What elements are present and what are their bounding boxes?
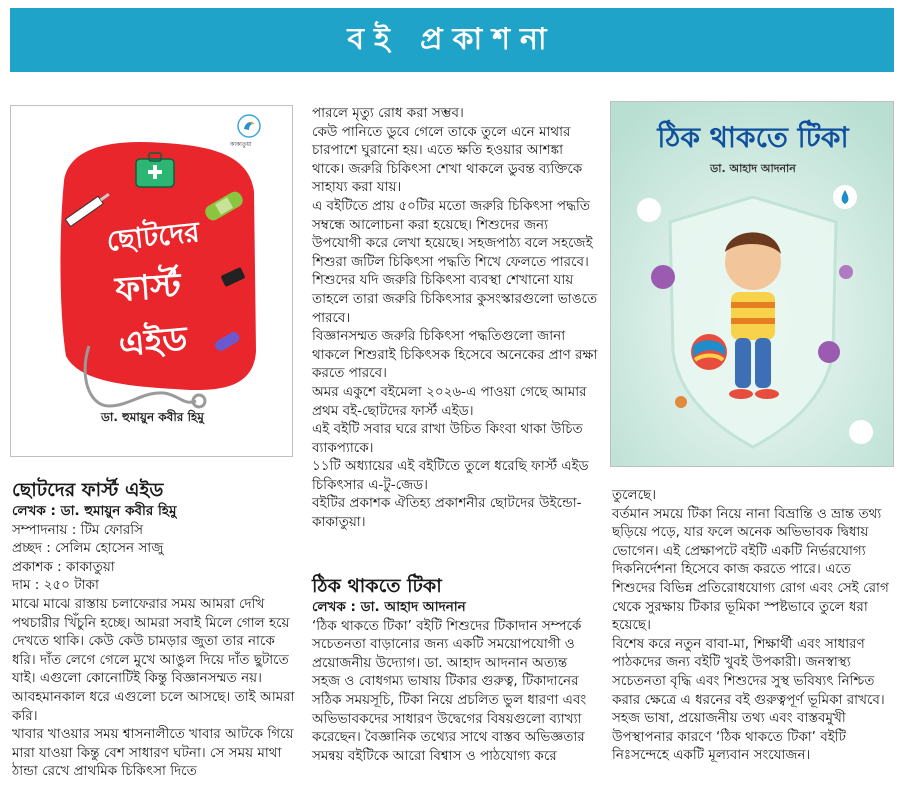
book2-info-column — [312, 574, 598, 765]
book1-continued-column — [312, 104, 598, 532]
section-banner — [10, 8, 894, 72]
book1-paragraph: খাবার খাওয়ার সময় শ্বাসনালীতে খাবার আটকে গিয়ে মারা যাওয়া কিন্তু বেশ সাধারণ ঘটনা। সে সময় মাথা ঠান্ডা রেখে প্রাথমিক চিকিৎসা দিতে — [12, 726, 294, 780]
book2-paragraph: তুলেছে। — [612, 487, 657, 503]
book2-paragraph: বিশেষ করে নতুন বাবা-মা, শিক্ষার্থী এবং সাধারণ পাঠকদের জন্য বইটি খুবই উপকারী। জনস্বাস্থ্য সচেতনতা বৃদ্ধি এবং শিশুদের সুস্থ ভবিষ্যৎ নিশ্চিত করার ক্ষেত্রে এ ধরনের বই গুরুত্বপূর্ণ ভূমিকা রাখবে। সহজ ভাষা, প্রয়োজনীয় তথ্য এবং বাস্তবমুখী উপস্থাপনার কারণে ‘ঠিক থাকতে টিকা’ বইটি নিঃসন্দেহে একটি মূল্যবান সংযোজন। — [612, 635, 885, 764]
book1-paragraph: এ বইটিতে প্রায় ৫০টির মতো জরুরি চিকিৎসা পদ্ধতি সম্বন্ধে আলোচনা করা হয়েছে। শিশুদের জন্য উপযোগী করে লেখা হয়েছে। সহজপাঠ্য বলে সহজেই শিশুরা জটিল চিকিৎসা পদ্ধতি শিখে ফেলতে পারবে। শিশুদের যদি জরুরি চিকিৎসা ব্যবস্থা শেখানো যায় তাহলে তারা জরুরি চিকিৎসার কুসংস্কারগুলো ভাঙতে পারবে। — [312, 197, 598, 326]
book2-paragraph: ‘ঠিক থাকতে টিকা’ বইটি শিশুদের টিকাদান সম্পর্কে সচেতনতা বাড়ানোর জন্য একটি সময়োপযোগী ও প্রয়োজনীয় উদ্যোগ। ডা. আহাদ আদনান অত্যন্ত সহজ ও বোধগম্য ভাষায় টিকার গুরুত্ব, টিকাদানের সঠিক সময়সূচি, টিকা নিয়ে প্রচলিত ভুল ধারণা এবং অভিভাবকদের সাধারণ উদ্বেগের বিষয়গুলো ব্যাখ্যা করেছেন। বৈজ্ঞানিক তথ্যের সাথে বাস্তব অভিজ্ঞতার সমন্বয় বইটিকে আরো বিশ্বাস ও পাঠযোগ্য করে — [312, 617, 587, 764]
book2-cover-title: ঠিক থাকতে টিকা — [657, 121, 849, 154]
book1-paragraph: বইটির প্রকাশক ঐতিহ্য প্রকাশনীর ছোটদের উইন্ডো-কাকাতুয়া। — [312, 495, 582, 531]
book2-paragraph: বর্তমান সময়ে টিকা নিয়ে নানা বিভ্রান্তি ও ভ্রান্ত তথ্য ছড়িয়ে পড়ে, যার ফলে অনেক অভিভাবক দ্বিধায় ভোগেন। এই প্রেক্ষাপটে বইটি একটি নির্ভরযোগ্য দিকনির্দেশনা হিসেবে কাজ করতে পারে। এতে শিশুদের বিভিন্ন প্রতিরোধযোগ্য রোগ এবং সেই রোগ থেকে সুরক্ষায় টিকার ভূমিকা স্পষ্টভাবে তুলে ধরা হয়েছে। — [612, 505, 889, 634]
book1-author-label: লেখক : ডা. হুমায়ুন কবীর হিমু — [12, 503, 177, 519]
book1-paragraph: পারলে মৃত্যু রোধ করা সম্ভব। — [312, 105, 464, 121]
banner-title: বই প্রকাশনা — [347, 21, 557, 57]
book1-meta-editor: সম্পাদনায় : টিম ফোরসি — [12, 521, 144, 538]
book2-continued-column — [612, 486, 896, 765]
book2-cover-author: ডা. আহাদ আদনান — [710, 162, 796, 175]
book1-paragraph: এই বইটি সবার ঘরে রাখা উচিত কিংবা থাকা উচিত ব্যাকপ্যাকে। — [312, 421, 583, 456]
book1-meta-cover: প্রচ্ছদ : সেলিম হোসেন সাজু — [12, 540, 164, 557]
book1-title: ছোটদের ফার্স্ট এইড — [12, 479, 164, 501]
svg-text:ছোটদের: ছোটদের — [104, 215, 202, 258]
book1-info-column — [12, 478, 296, 781]
book1-meta-publisher: প্রকাশক : কাকাতুয়া — [12, 558, 115, 575]
svg-text:ফার্স্ট: ফার্স্ট — [114, 265, 183, 311]
book1-meta-price: দাম : ২৫০ টাকা — [12, 577, 99, 594]
book1-paragraph: বিজ্ঞানসম্মত জরুরি চিকিৎসা পদ্ধতিগুলো জানা থাকলে শিশুরাই চিকিৎসক হিসেবে অনেকের প্রাণ রক্ষা করতে পারবে। — [312, 328, 598, 382]
book1-cover-image — [10, 105, 293, 457]
publisher-logo-text: কাকাতুয়া — [230, 141, 252, 148]
svg-text:এইড: এইড — [117, 319, 189, 365]
book1-cover-author: ডা. হুমায়ুন কবীর হিমু — [101, 410, 204, 424]
book1-paragraph: মাঝে মাঝে রাস্তায় চলাফেরার সময় আমরা দেখি পথচারীর খিঁচুনি হচ্ছে। আমরা সবাই মিলে গোল হয়ে দেখতে থাকি। কেউ কেউ চামড়ার জুতা তার নাকে ধরি। দাঁত লেগে গেলে মুখে আঙুল দিয়ে দাঁত ছুটাতে যাই। এগুলো কোনোটিই কিন্তু বিজ্ঞানসম্মত নয়। আবহমানকাল ধরে এগুলো চলে আসছে। তাই আমরা করি। — [12, 595, 295, 724]
book1-paragraph: কেউ পানিতে ডুবে গেলে তাকে তুলে এনে মাথার চারপাশে ঘুরানো হয়। এতে ক্ষতি হওয়ার আশঙ্কা থাকে। জরুরি চিকিৎসা শেখা থাকলে ডুবন্ত ব্যক্তিকে সাহায্য করা যায়। — [312, 123, 583, 196]
book1-paragraph: ১১টি অধ্যায়ের এই বইটিতে তুলে ধরেছি ফার্স্ট এইড চিকিৎসার এ-টু-জেড। — [312, 458, 589, 493]
book2-title: ঠিক থাকতে টিকা — [312, 575, 442, 597]
book2-cover-image — [610, 101, 894, 467]
book2-author-label: লেখক : ডা. আহাদ আদনান — [312, 599, 466, 615]
book1-paragraph: অমর একুশে বইমেলা ২০২৬-এ পাওয়া গেছে আমার প্রথম বই-ছোটদের ফার্স্ট এইড। — [312, 383, 587, 419]
